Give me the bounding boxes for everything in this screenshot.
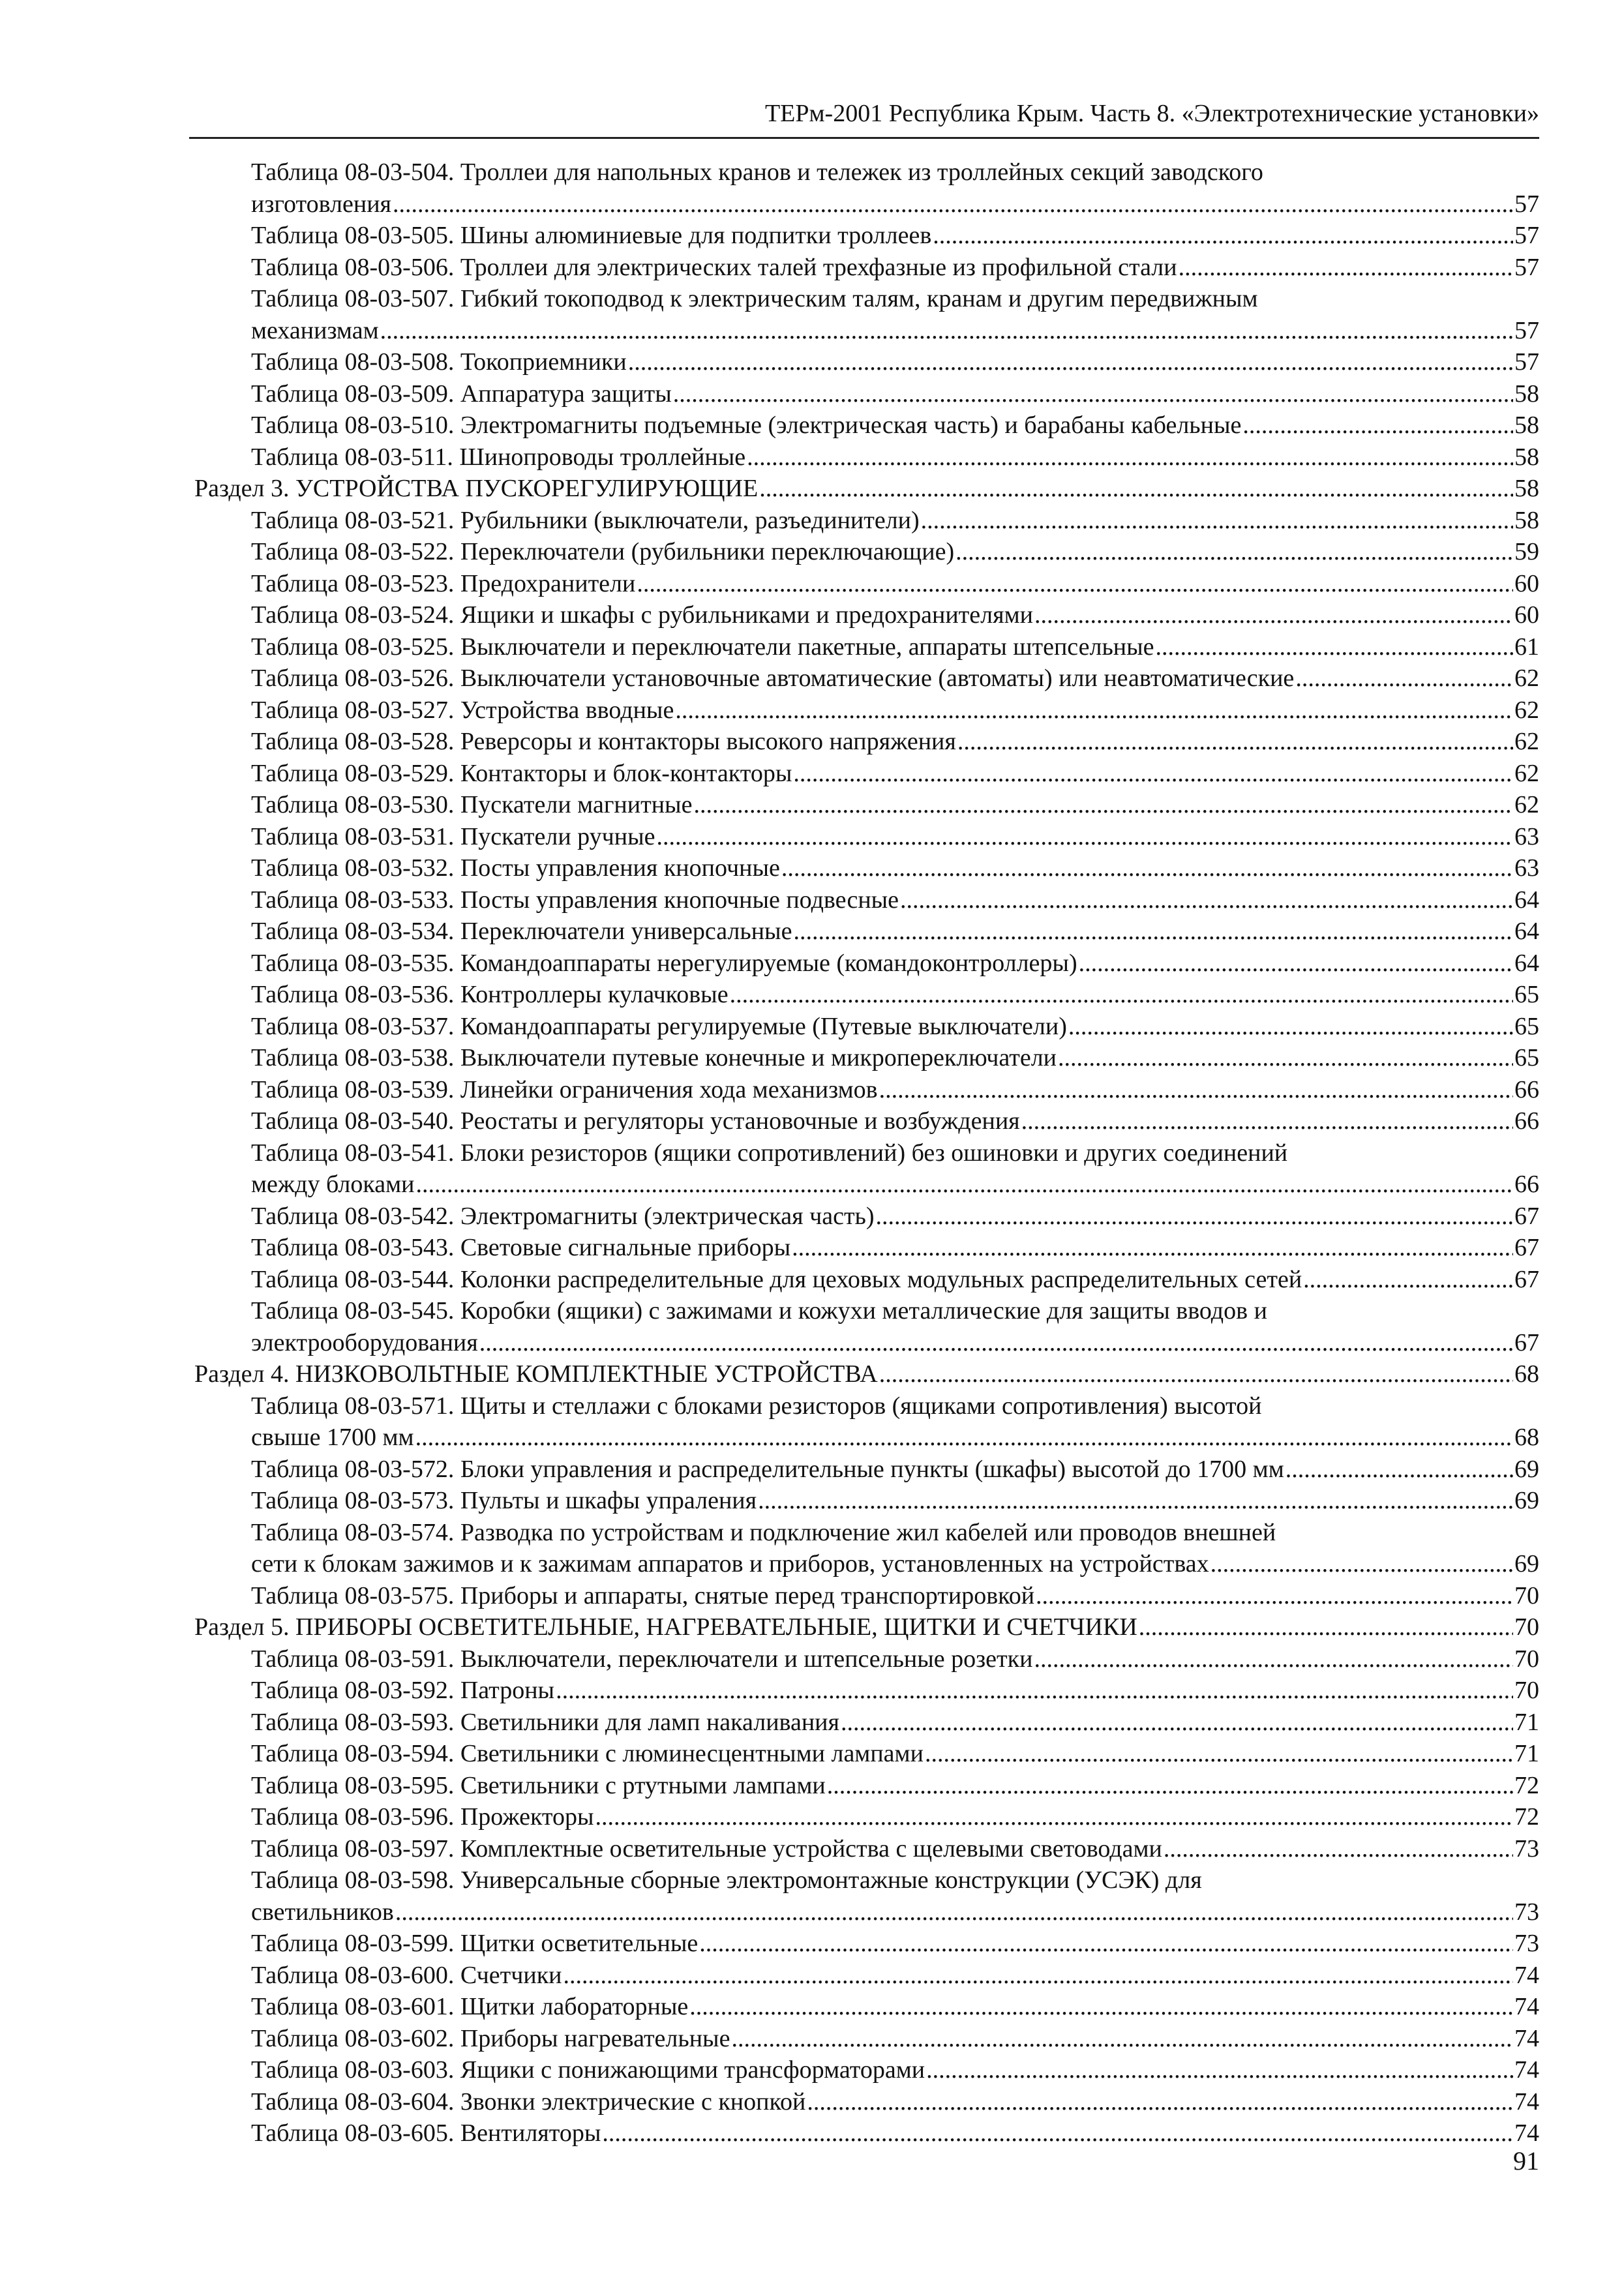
toc-entry-title: Таблица 08-03-542. Электромагниты (электрическая часть) xyxy=(251,1202,875,1230)
toc-page-number: 73 xyxy=(1514,1930,1539,1957)
toc-page-number: 70 xyxy=(1514,1581,1539,1609)
toc-table-entry[interactable] xyxy=(189,536,1539,568)
toc-table-entry[interactable] xyxy=(189,1517,1539,1580)
dot-leader xyxy=(1058,1042,1513,1074)
toc-entry-title: Таблица 08-03-527. Устройства вводные xyxy=(251,696,674,724)
toc-entry-title: Таблица 08-03-594. Светильники с люминесцентными лампами xyxy=(251,1740,924,1767)
toc-page-number: 70 xyxy=(1514,1677,1539,1704)
toc-entry-title: Раздел 5. ПРИБОРЫ ОСВЕТИТЕЛЬНЫЕ, НАГРЕВАТЕЛЬНЫЕ, ЩИТКИ И СЧЕТЧИКИ xyxy=(194,1613,1137,1641)
toc-entry-title: Таблица 08-03-530. Пускатели магнитные xyxy=(251,791,693,818)
toc-table-entry[interactable] xyxy=(189,2117,1539,2149)
toc-page-number: 67 xyxy=(1514,1202,1539,1230)
toc-table-entry[interactable] xyxy=(189,599,1539,631)
dot-leader xyxy=(921,505,1513,537)
toc-table-entry[interactable] xyxy=(189,378,1539,410)
header-title: ТЕРм-2001 Республика Крым. Часть 8. «Электротехнические установки» xyxy=(764,100,1539,127)
toc-table-entry[interactable] xyxy=(189,695,1539,726)
dot-leader xyxy=(747,441,1513,473)
toc-table-entry[interactable] xyxy=(189,1390,1539,1454)
toc-entry-title: Таблица 08-03-572. Блоки управления и распределительные пункты (шкафы) высотой до 1700 мм xyxy=(251,1455,1284,1483)
toc-table-entry[interactable] xyxy=(189,1707,1539,1739)
dot-leader xyxy=(564,1960,1513,1992)
toc-page-number: 72 xyxy=(1514,1771,1539,1799)
dot-leader xyxy=(1179,252,1513,284)
toc-page-number: 74 xyxy=(1514,2024,1539,2052)
toc-table-entry[interactable] xyxy=(189,1042,1539,1074)
toc-table-entry[interactable] xyxy=(189,2054,1539,2086)
toc-entry-title: Таблица 08-03-605. Вентиляторы xyxy=(251,2119,601,2147)
toc-table-entry[interactable] xyxy=(189,979,1539,1011)
toc-page-number: 57 xyxy=(1514,190,1539,218)
toc-page-number: 66 xyxy=(1514,1171,1539,1198)
dot-leader xyxy=(1139,1611,1513,1643)
dot-leader xyxy=(1303,1264,1513,1296)
toc-entry-title: Таблица 08-03-597. Комплектные осветительные устройства с щелевыми световодами xyxy=(251,1834,1162,1863)
toc-entry-title-line2: между блоками xyxy=(251,1171,415,1198)
toc-entry-title-line1: Таблица 08-03-504. Троллеи для напольных кранов и тележек из троллейных секций заводского xyxy=(251,158,1263,186)
dot-leader xyxy=(657,821,1513,853)
toc-page-number: 71 xyxy=(1514,1708,1539,1736)
toc-page-number: 64 xyxy=(1514,918,1539,945)
toc-page-number: 68 xyxy=(1514,1424,1539,1451)
dot-leader xyxy=(1079,948,1513,980)
toc-entry-title-line2: механизмам xyxy=(251,316,379,344)
dot-leader xyxy=(1034,599,1513,631)
toc-page-number: 70 xyxy=(1514,1645,1539,1673)
toc-table-entry[interactable] xyxy=(189,1770,1539,1802)
toc-table-entry[interactable] xyxy=(189,852,1539,884)
dot-leader xyxy=(689,1991,1513,2023)
toc-table-entry[interactable] xyxy=(189,1580,1539,1612)
toc-entry-title: Таблица 08-03-511. Шинопроводы троллейные xyxy=(251,443,746,471)
dot-leader xyxy=(1034,1643,1513,1675)
toc-table-entry[interactable] xyxy=(189,631,1539,663)
toc-entry-title: Таблица 08-03-506. Троллеи для электрических талей трехфазные из профильной стали xyxy=(251,253,1177,281)
toc-table-entry[interactable] xyxy=(189,410,1539,441)
dot-leader xyxy=(675,695,1513,726)
toc-table-entry[interactable] xyxy=(189,1264,1539,1296)
dot-leader xyxy=(699,1928,1513,1960)
dot-leader xyxy=(731,2023,1513,2055)
toc-table-entry[interactable] xyxy=(189,252,1539,284)
toc-table-entry[interactable] xyxy=(189,821,1539,853)
dot-leader xyxy=(602,2117,1513,2149)
toc-entry-title-line1: Таблица 08-03-598. Универсальные сборные электромонтажные конструкции (УСЭК) для xyxy=(251,1866,1202,1894)
toc-entry-title: Таблица 08-03-538. Выключатели путевые конечные и микропереключатели xyxy=(251,1044,1057,1071)
dot-leader xyxy=(395,1896,1513,1928)
toc-entry-title: Таблица 08-03-595. Светильники с ртутными лампами xyxy=(251,1771,826,1799)
toc-page-number: 64 xyxy=(1514,949,1539,977)
toc-table-entry[interactable] xyxy=(189,1295,1539,1358)
toc-page-number: 62 xyxy=(1514,791,1539,818)
toc-table-entry[interactable] xyxy=(189,1201,1539,1233)
toc-page-number: 74 xyxy=(1514,2087,1539,2116)
dot-leader xyxy=(1036,1580,1513,1612)
toc-table-entry[interactable] xyxy=(189,948,1539,980)
toc-section-entry[interactable] xyxy=(189,473,1539,505)
running-header xyxy=(189,98,1539,139)
toc-entry-title-line2: свыше 1700 мм xyxy=(251,1424,414,1451)
dot-leader xyxy=(925,1738,1513,1770)
dot-leader xyxy=(637,568,1513,600)
toc-page-number: 60 xyxy=(1514,601,1539,629)
toc-page-number: 69 xyxy=(1514,1550,1539,1578)
toc-page-number: 58 xyxy=(1514,411,1539,439)
dot-leader xyxy=(879,1074,1513,1106)
toc-table-entry[interactable] xyxy=(189,157,1539,220)
toc-table-entry[interactable] xyxy=(189,1801,1539,1833)
dot-leader xyxy=(1021,1105,1513,1137)
dot-leader xyxy=(730,979,1513,1011)
toc-entry-title: Таблица 08-03-602. Приборы нагревательные xyxy=(251,2024,730,2052)
toc-page-number: 62 xyxy=(1514,665,1539,692)
toc-table-entry[interactable] xyxy=(189,1232,1539,1264)
toc-table-entry[interactable] xyxy=(189,1738,1539,1770)
toc-entry-title: Таблица 08-03-575. Приборы и аппараты, снятые перед транспортировкой xyxy=(251,1581,1035,1609)
toc-table-entry[interactable] xyxy=(189,568,1539,600)
toc-page-number: 74 xyxy=(1514,1993,1539,2020)
toc-entry-title: Таблица 08-03-599. Щитки осветительные xyxy=(251,1930,699,1957)
toc-entry-title: Таблица 08-03-535. Командоаппараты нерегулируемые (командоконтроллеры) xyxy=(251,949,1077,977)
toc-entry-title-line1: Таблица 08-03-574. Разводка по устройствам и подключение жил кабелей или проводов внешней xyxy=(251,1518,1276,1546)
toc-page-number: 58 xyxy=(1514,475,1539,502)
table-of-contents xyxy=(189,157,1539,2149)
toc-page-number: 65 xyxy=(1514,1044,1539,1071)
toc-entry-title: Таблица 08-03-525. Выключатели и переключатели пакетные, аппараты штепсельные xyxy=(251,633,1154,661)
toc-page-number: 60 xyxy=(1514,569,1539,597)
toc-page-number: 74 xyxy=(1514,1961,1539,1989)
toc-table-entry[interactable] xyxy=(189,2086,1539,2118)
dot-leader xyxy=(1068,1011,1513,1043)
toc-table-entry[interactable] xyxy=(189,1960,1539,1992)
dot-leader xyxy=(957,726,1513,758)
toc-entry-title: Таблица 08-03-529. Контакторы и блок-контакторы xyxy=(251,759,792,787)
dot-leader xyxy=(879,1358,1513,1390)
toc-table-entry[interactable] xyxy=(189,1074,1539,1106)
toc-page-number: 57 xyxy=(1514,222,1539,249)
toc-table-entry[interactable] xyxy=(189,663,1539,695)
toc-entry-title: Таблица 08-03-600. Счетчики xyxy=(251,1961,562,1989)
toc-page-number: 64 xyxy=(1514,886,1539,914)
toc-page-number: 66 xyxy=(1514,1107,1539,1135)
toc-page-number: 67 xyxy=(1514,1265,1539,1293)
toc-entry-title: Таблица 08-03-573. Пульты и шкафы упраления xyxy=(251,1487,757,1514)
toc-table-entry[interactable] xyxy=(189,1137,1539,1201)
toc-page-number: 61 xyxy=(1514,633,1539,661)
toc-section-entry[interactable] xyxy=(189,1358,1539,1390)
toc-entry-title: Таблица 08-03-505. Шины алюминиевые для подпитки троллеев xyxy=(251,222,932,249)
toc-table-entry[interactable] xyxy=(189,1833,1539,1865)
toc-entry-title: Таблица 08-03-533. Посты управления кнопочные подвесные xyxy=(251,886,899,914)
dot-leader xyxy=(1210,1548,1513,1580)
toc-entry-title: Таблица 08-03-591. Выключатели, переключатели и штепсельные розетки xyxy=(251,1645,1033,1673)
dot-leader xyxy=(793,916,1513,948)
dot-leader xyxy=(759,473,1513,505)
dot-leader xyxy=(926,2054,1513,2086)
toc-entry-title: Таблица 08-03-528. Реверсоры и контакторы высокого напряжения xyxy=(251,728,956,755)
toc-entry-title: Таблица 08-03-531. Пускатели ручные xyxy=(251,822,655,850)
toc-entry-title: Таблица 08-03-601. Щитки лабораторные xyxy=(251,1993,689,2020)
toc-entry-title: Таблица 08-03-592. Патроны xyxy=(251,1677,555,1704)
toc-table-entry[interactable] xyxy=(189,884,1539,916)
toc-entry-title: Таблица 08-03-534. Переключатели универсальные xyxy=(251,918,792,945)
toc-page-number: 66 xyxy=(1514,1075,1539,1103)
toc-entry-title: Таблица 08-03-509. Аппаратура защиты xyxy=(251,380,672,408)
toc-section-entry[interactable] xyxy=(189,1611,1539,1643)
page-number: 91 xyxy=(1513,2146,1539,2176)
toc-page-number: 57 xyxy=(1514,253,1539,281)
toc-page-number: 74 xyxy=(1514,2056,1539,2084)
toc-entry-title-line2: сети к блокам зажимов и к зажимам аппаратов и приборов, установленных на устройствах xyxy=(251,1550,1209,1578)
toc-entry-title: Таблица 08-03-536. Контроллеры кулачковые xyxy=(251,981,729,1008)
toc-table-entry[interactable] xyxy=(189,1991,1539,2023)
dot-leader xyxy=(693,789,1513,821)
toc-entry-title: Таблица 08-03-593. Светильники для ламп накаливания xyxy=(251,1708,839,1736)
toc-page-number: 74 xyxy=(1514,2119,1539,2147)
toc-table-entry[interactable] xyxy=(189,789,1539,821)
toc-page-number: 62 xyxy=(1514,728,1539,755)
toc-table-entry[interactable] xyxy=(189,1864,1539,1928)
toc-page-number: 57 xyxy=(1514,348,1539,376)
toc-entry-title: Таблица 08-03-537. Командоаппараты регулируемые (Путевые выключатели) xyxy=(251,1012,1067,1040)
toc-table-entry[interactable] xyxy=(189,346,1539,378)
toc-entry-title: Таблица 08-03-522. Переключатели (рубильники переключающие) xyxy=(251,538,955,565)
toc-entry-title: Таблица 08-03-508. Токоприемники xyxy=(251,348,627,376)
toc-table-entry[interactable] xyxy=(189,1011,1539,1043)
toc-entry-title: Таблица 08-03-544. Колонки распределительные для цеховых модульных распределительных сетей xyxy=(251,1265,1302,1293)
toc-entry-title: Таблица 08-03-540. Реостаты и регуляторы установочные и возбуждения xyxy=(251,1107,1020,1135)
toc-page-number: 67 xyxy=(1514,1234,1539,1261)
toc-entry-title: Таблица 08-03-603. Ящики с понижающими трансформаторами xyxy=(251,2056,925,2084)
dot-leader xyxy=(415,1422,1513,1454)
toc-page-number: 58 xyxy=(1514,443,1539,471)
toc-table-entry[interactable] xyxy=(189,505,1539,537)
dot-leader xyxy=(1295,663,1513,695)
toc-page-number: 68 xyxy=(1514,1360,1539,1388)
dot-leader xyxy=(900,884,1513,916)
toc-entry-title: Раздел 3. УСТРОЙСТВА ПУСКОРЕГУЛИРУЮЩИЕ xyxy=(194,475,759,502)
toc-page-number: 73 xyxy=(1514,1898,1539,1926)
dot-leader xyxy=(556,1675,1513,1707)
toc-entry-title-line2: светильников xyxy=(251,1898,394,1926)
toc-page-number: 65 xyxy=(1514,981,1539,1008)
dot-leader xyxy=(781,852,1513,884)
toc-entry-title-line2: изготовления xyxy=(251,190,392,218)
toc-entry-title-line1: Таблица 08-03-571. Щиты и стеллажи с блоками резисторов (ящиками сопротивления) высотой xyxy=(251,1392,1262,1420)
dot-leader xyxy=(1156,631,1513,663)
toc-page-number: 63 xyxy=(1514,854,1539,882)
toc-page-number: 58 xyxy=(1514,506,1539,534)
toc-table-entry[interactable] xyxy=(189,2023,1539,2055)
dot-leader xyxy=(955,536,1513,568)
toc-entry-title: Таблица 08-03-524. Ящики и шкафы с рубильниками и предохранителями xyxy=(251,601,1033,629)
toc-page-number: 63 xyxy=(1514,822,1539,850)
dot-leader xyxy=(807,2086,1513,2118)
toc-table-entry[interactable] xyxy=(189,1675,1539,1707)
dot-leader xyxy=(827,1770,1513,1802)
toc-entry-title: Раздел 4. НИЗКОВОЛЬТНЫЕ КОМПЛЕКТНЫЕ УСТРОЙСТВА xyxy=(194,1360,878,1388)
toc-table-entry[interactable] xyxy=(189,916,1539,948)
toc-page-number: 69 xyxy=(1514,1487,1539,1514)
dot-leader xyxy=(673,378,1513,410)
toc-entry-title: Таблица 08-03-510. Электромагниты подъемные (электрическая часть) и барабаны кабельные xyxy=(251,411,1242,439)
toc-page-number: 58 xyxy=(1514,380,1539,408)
toc-table-entry[interactable] xyxy=(189,1928,1539,1960)
toc-table-entry[interactable] xyxy=(189,1643,1539,1675)
dot-leader xyxy=(479,1327,1513,1359)
toc-page-number: 70 xyxy=(1514,1613,1539,1641)
dot-leader xyxy=(595,1801,1513,1833)
toc-table-entry[interactable] xyxy=(189,441,1539,473)
dot-leader xyxy=(416,1169,1514,1201)
toc-page-number: 73 xyxy=(1514,1834,1539,1863)
toc-entry-title-line2: электрооборудования xyxy=(251,1328,478,1356)
dot-leader xyxy=(876,1201,1513,1233)
toc-table-entry[interactable] xyxy=(189,283,1539,346)
toc-page-number: 62 xyxy=(1514,759,1539,787)
dot-leader xyxy=(1286,1454,1513,1486)
toc-page-number: 72 xyxy=(1514,1803,1539,1831)
toc-entry-title-line1: Таблица 08-03-545. Коробки (ящики) с зажимами и кожухи металлические для защиты вводов и xyxy=(251,1297,1267,1324)
toc-page-number: 62 xyxy=(1514,696,1539,724)
dot-leader xyxy=(792,1232,1513,1264)
toc-page-number: 65 xyxy=(1514,1012,1539,1040)
dot-leader xyxy=(380,315,1513,347)
toc-entry-title: Таблица 08-03-526. Выключатели установочные автоматические (автоматы) или неавтоматические xyxy=(251,665,1295,692)
dot-leader xyxy=(1164,1833,1513,1865)
toc-table-entry[interactable] xyxy=(189,758,1539,790)
toc-entry-title-line1: Таблица 08-03-507. Гибкий токоподвод к электрическим талям, кранам и другим передвижным xyxy=(251,285,1258,312)
dot-leader xyxy=(793,758,1513,790)
toc-entry-title: Таблица 08-03-596. Прожекторы xyxy=(251,1803,594,1831)
toc-entry-title: Таблица 08-03-532. Посты управления кнопочные xyxy=(251,854,780,882)
toc-entry-title: Таблица 08-03-521. Рубильники (выключатели, разъединители) xyxy=(251,506,920,534)
toc-entry-title: Таблица 08-03-604. Звонки электрические с кнопкой xyxy=(251,2087,806,2116)
dot-leader xyxy=(1242,410,1513,441)
toc-page-number: 59 xyxy=(1514,538,1539,565)
toc-table-entry[interactable] xyxy=(189,1485,1539,1517)
toc-table-entry[interactable] xyxy=(189,726,1539,758)
dot-leader xyxy=(393,188,1513,220)
toc-entry-title: Таблица 08-03-539. Линейки ограничения хода механизмов xyxy=(251,1075,878,1103)
toc-table-entry[interactable] xyxy=(189,220,1539,252)
toc-page-number: 71 xyxy=(1514,1740,1539,1767)
toc-entry-title: Таблица 08-03-543. Световые сигнальные приборы xyxy=(251,1234,791,1261)
dot-leader xyxy=(841,1707,1513,1739)
toc-table-entry[interactable] xyxy=(189,1454,1539,1486)
dot-leader xyxy=(758,1485,1513,1517)
dot-leader xyxy=(628,346,1513,378)
toc-page-number: 69 xyxy=(1514,1455,1539,1483)
toc-page-number: 67 xyxy=(1514,1328,1539,1356)
toc-entry-title-line1: Таблица 08-03-541. Блоки резисторов (ящики сопротивлений) без ошиновки и других соединений xyxy=(251,1139,1288,1167)
dot-leader xyxy=(933,220,1513,252)
toc-entry-title: Таблица 08-03-523. Предохранители xyxy=(251,569,636,597)
toc-page-number: 57 xyxy=(1514,316,1539,344)
toc-table-entry[interactable] xyxy=(189,1105,1539,1137)
